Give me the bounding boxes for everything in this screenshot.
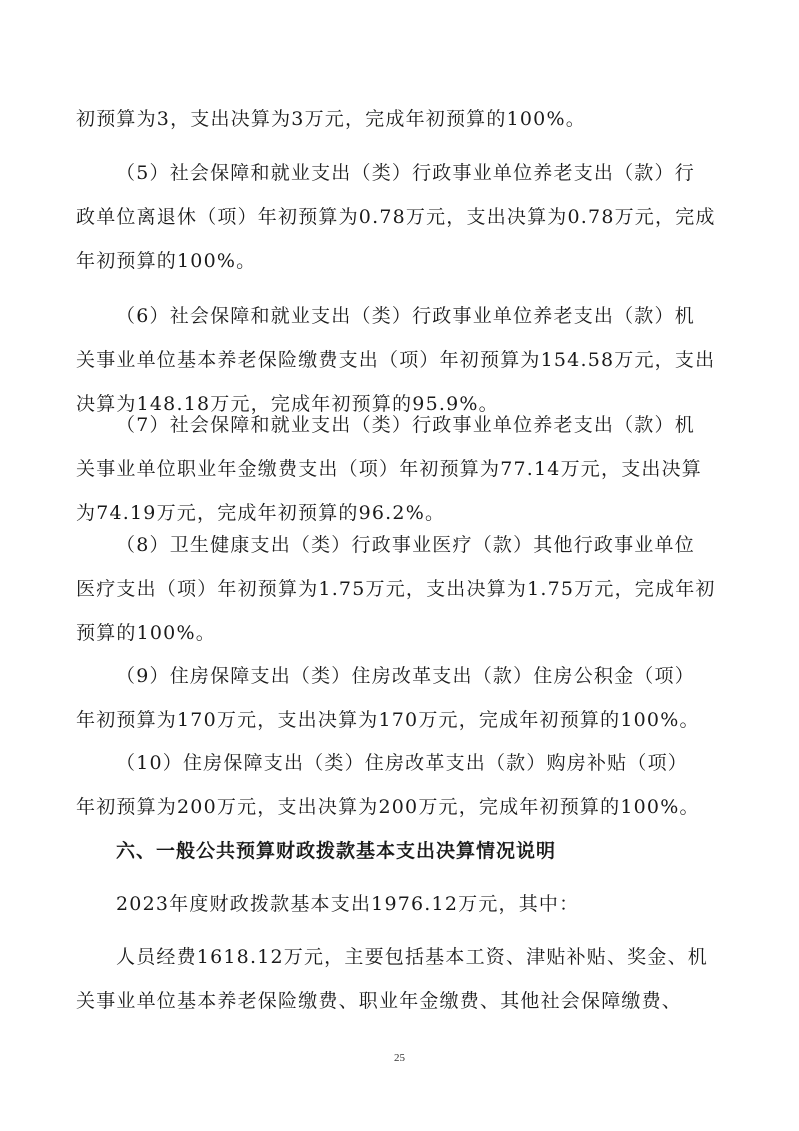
paragraph-4-tail [76, 97, 728, 141]
summary-block [76, 882, 728, 926]
text-line: 关事业单位基本养老保险缴费支出（项）年初预算为154.58万元，支出 [76, 349, 716, 371]
section-heading: 六、一般公共预算财政拨款基本支出决算情况说明 [116, 840, 557, 862]
page-number: 25 [394, 1052, 405, 1064]
paragraph-5 [76, 151, 728, 283]
text-line: 年初预算为170万元，支出决算为170万元，完成年初预算的100%。 [76, 709, 700, 731]
text-line: 政单位离退休（项）年初预算为0.78万元，支出决算为0.78万元，完成 [76, 206, 716, 228]
paragraph-10 [76, 741, 728, 829]
text-line: （7）社会保障和就业支出（类）行政事业单位养老支出（款）机 [116, 414, 695, 436]
text-line: （5）社会保障和就业支出（类）行政事业单位养老支出（款）行 [116, 162, 695, 184]
text-line: 为74.19万元，完成年初预算的96.2%。 [76, 502, 446, 524]
paragraph-8 [76, 523, 728, 655]
paragraph-7 [76, 403, 728, 535]
text-line: （8）卫生健康支出（类）行政事业医疗（款）其他行政事业单位 [116, 534, 695, 556]
text-line: （6）社会保障和就业支出（类）行政事业单位养老支出（款）机 [116, 305, 695, 327]
text-line: 年初预算为200万元，支出决算为200万元，完成年初预算的100%。 [76, 796, 700, 818]
text-line: 决算为148.18万元，完成年初预算的95.9%。 [76, 393, 499, 415]
text-line: 预算的100%。 [76, 622, 216, 644]
summary-line: 2023年度财政拨款基本支出1976.12万元，其中： [116, 893, 580, 915]
text-line: 医疗支出（项）年初预算为1.75万元，支出决算为1.75万元，完成年初 [76, 578, 716, 600]
text-line: 关事业单位职业年金缴费支出（项）年初预算为77.14万元，支出决算 [76, 458, 702, 480]
text-line: （9）住房保障支出（类）住房改革支出（款）住房公积金（项） [116, 665, 695, 687]
text-line: 初预算为3，支出决算为3万元，完成年初预算的100%。 [76, 108, 586, 130]
paragraph-9 [76, 654, 728, 742]
section-heading-block [76, 829, 728, 873]
text-line: 人员经费1618.12万元，主要包括基本工资、津贴补贴、奖金、机 [116, 946, 708, 968]
personnel-block [76, 935, 728, 1023]
text-line: 关事业单位基本养老保险缴费、职业年金缴费、其他社会保障缴费、 [76, 990, 683, 1012]
text-line: （10）住房保障支出（类）住房改革支出（款）购房补贴（项） [116, 752, 688, 774]
text-line: 年初预算的100%。 [76, 250, 257, 272]
